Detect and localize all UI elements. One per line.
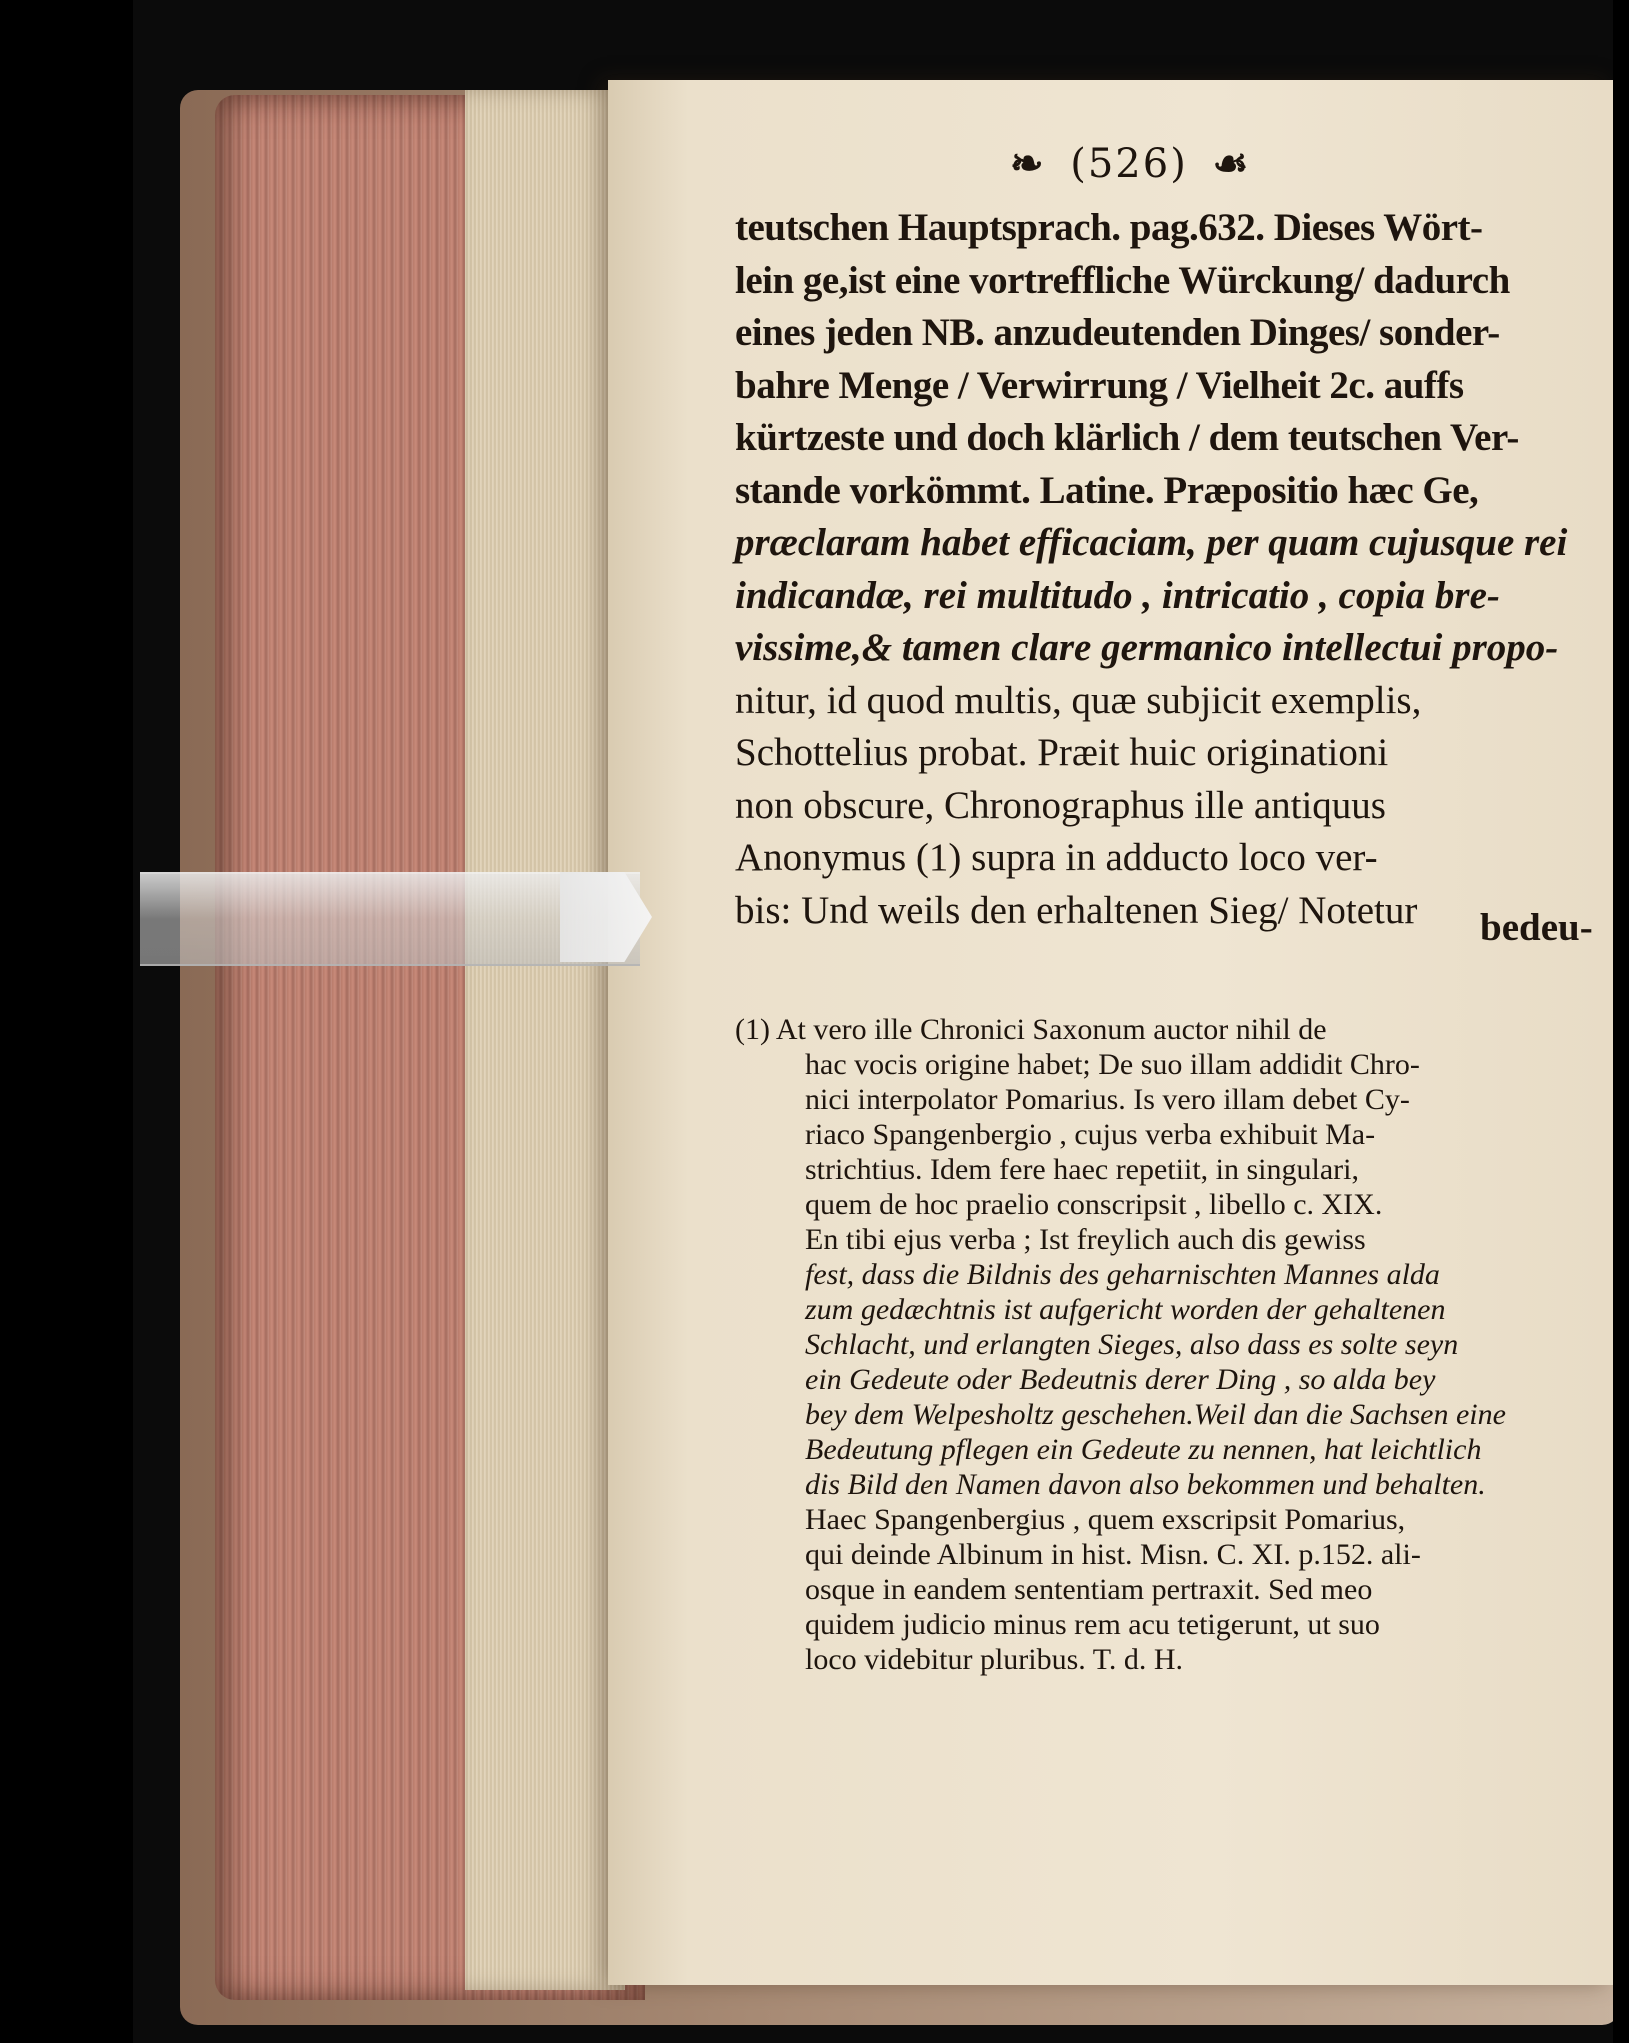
footnote xyxy=(735,1012,1615,1677)
footnote-line: qui deinde Albinum in hist. Misn. C. XI. p.152. ali- xyxy=(805,1538,1421,1571)
main-line: lein ge,ist eine vortreffliche Würckung/ dadurch xyxy=(735,258,1510,302)
main-line: bis: Und weils den erhaltenen Sieg/ Notetur xyxy=(735,888,1418,932)
main-line: stande vorkömmt. Latine. Præpositio hæc Ge, xyxy=(735,468,1479,512)
footnote-line: hac vocis origine habet; De suo illam addidit Chro- xyxy=(805,1048,1420,1081)
page-header xyxy=(1000,140,1260,187)
main-line: præclaram habet efficaciam, per quam cujusque rei xyxy=(735,521,1568,564)
scan-background-right xyxy=(1613,0,1629,2043)
scan-background-left xyxy=(0,0,133,2043)
main-line: Schottelius probat. Præit huic originationi xyxy=(735,731,1389,774)
footnote-line: osque in eandem sententiam pertraxit. Sed meo xyxy=(805,1573,1373,1606)
footnote-line: riaco Spangenbergio , cujus verba exhibuit Ma- xyxy=(805,1118,1376,1151)
footnote-line: quidem judicio minus rem acu tetigerunt, ut suo xyxy=(805,1608,1380,1641)
main-line: vissime,& tamen clare germanico intellectui propo- xyxy=(735,626,1559,669)
main-line: bahre Menge / Verwirrung / Vielheit 2c. auffs xyxy=(735,363,1464,407)
footnote-line: bey dem Welpesholtz geschehen.Weil dan die Sachsen eine xyxy=(805,1398,1506,1431)
main-line: Anonymus (1) supra in adducto loco ver- xyxy=(735,836,1378,879)
footnote-line: (1) At vero ille Chronici Saxonum auctor nihil de xyxy=(735,1013,1327,1046)
main-line: non obscure, Chronographus ille antiquus xyxy=(735,783,1386,827)
catchword: bedeu- xyxy=(1480,906,1593,949)
footnote-line: En tibi ejus verba ; Ist freylich auch dis gewiss xyxy=(805,1223,1366,1256)
main-line: teutschen Hauptsprach. pag.632. Dieses Wört- xyxy=(735,206,1483,249)
footnote-line: quem de hoc praelio conscripsit , libello c. XIX. xyxy=(805,1188,1383,1221)
footnote-line: loco videbitur pluribus. T. d. H. xyxy=(805,1643,1184,1676)
footnote-line: nici interpolator Pomarius. Is vero illam debet Cy- xyxy=(805,1083,1410,1116)
page-number: (526) xyxy=(1070,141,1188,187)
main-text xyxy=(735,202,1585,937)
right-ornament-icon: ☙ xyxy=(1212,140,1251,187)
footnote-line: fest, dass die Bildnis des geharnischten Mannes alda xyxy=(805,1258,1440,1291)
page-stack xyxy=(465,90,625,1990)
footnote-line: Haec Spangenbergius , quem exscripsit Pomarius, xyxy=(805,1503,1406,1536)
main-line: nitur, id quod multis, quæ subjicit exemplis, xyxy=(735,678,1422,722)
main-line: indicandæ, rei multitudo , intricatio , copia bre- xyxy=(735,573,1500,617)
footnote-line: dis Bild den Namen davon also bekommen und behalten. xyxy=(805,1468,1486,1501)
left-ornament-icon: ❧ xyxy=(1010,140,1046,187)
footnote-line: Bedeutung pflegen ein Gedeute zu nennen, hat leichtlich xyxy=(805,1433,1482,1466)
main-line: eines jeden NB. anzudeutenden Dinges/ sonder- xyxy=(735,311,1500,354)
footnote-line: strichtius. Idem fere haec repetiit, in singulari, xyxy=(805,1153,1359,1186)
footnote-line: zum gedæchtnis ist aufgericht worden der gehaltenen xyxy=(805,1293,1446,1326)
footnote-line: ein Gedeute oder Bedeutnis derer Ding , so alda bey xyxy=(805,1363,1436,1396)
footnote-line: Schlacht, und erlangten Sieges, also dass es solte seyn xyxy=(805,1328,1459,1361)
main-line: kürtzeste und doch klärlich / dem teutschen Ver- xyxy=(735,416,1519,459)
